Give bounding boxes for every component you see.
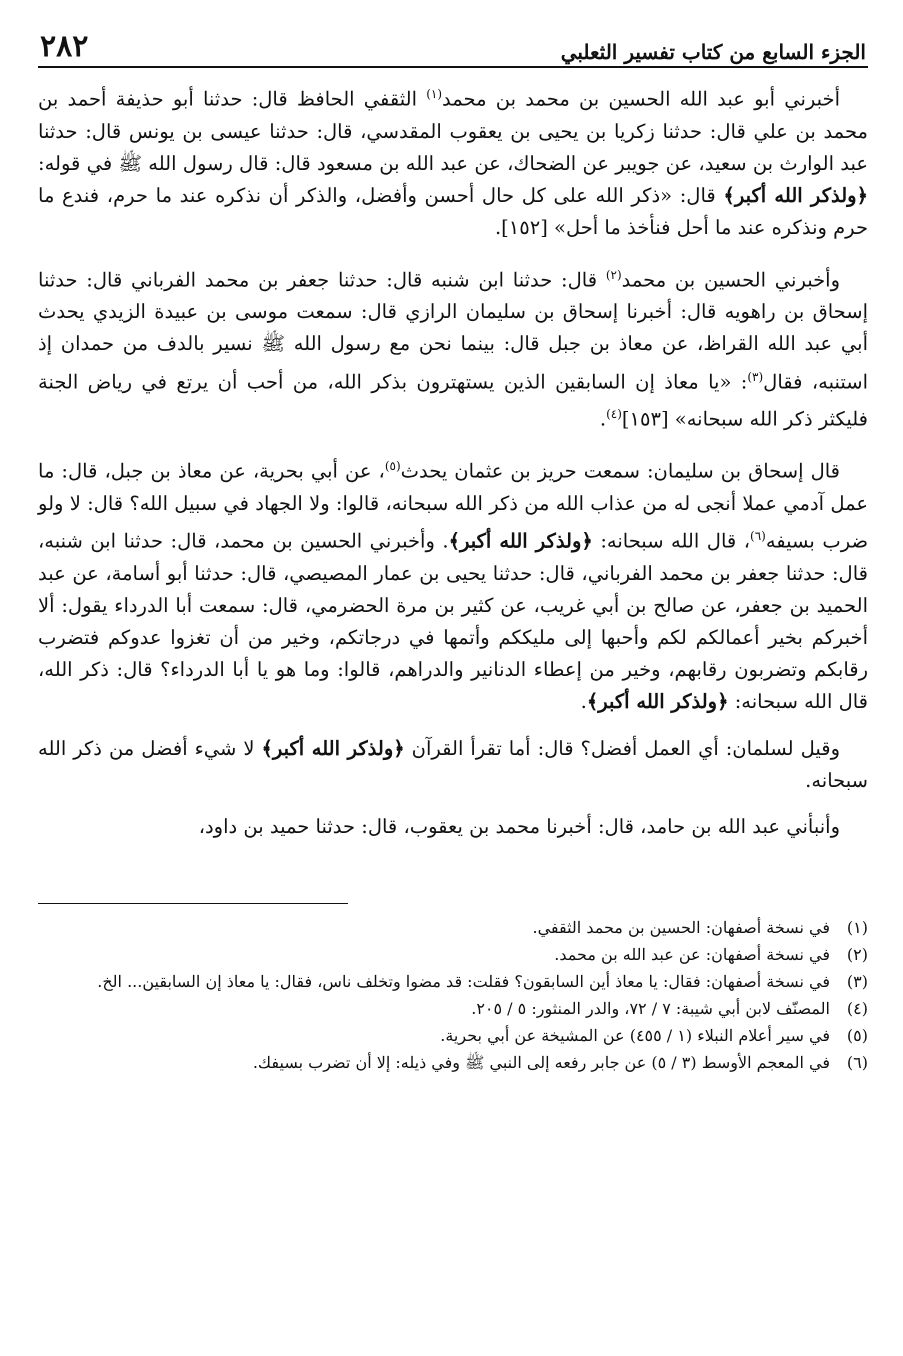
text-segment: وأخبرني الحسين بن محمد	[621, 268, 840, 292]
footnote-text: المصنّف لابن أبي شيبة: ٧ / ٧٢، والدر المنثور: ٥ / ٢٠٥.	[471, 999, 830, 1019]
text-segment: قال: «ذكر الله على كل حال أحسن وأفضل، والذكر أن نذكره عند ما حرم، فندع ما حرم ونذكره عند ما أحل فنأخذ ما أحل» [١٥٢].	[38, 184, 868, 240]
footnote-text: في سير أعلام النبلاء (١ / ٤٥٥) عن المشيخة عن أبي بحرية.	[440, 1026, 830, 1046]
quran-quote: ﴿ولذكر الله أكبر﴾	[723, 184, 868, 208]
text-segment: قال إسحاق بن سليمان: سمعت حريز بن عثمان يحدث	[400, 459, 840, 483]
footnote-text: في نسخة أصفهان: عن عبد الله بن محمد.	[554, 945, 830, 965]
paragraph	[38, 259, 868, 437]
text-segment: . وأخبرني الحسين بن محمد، قال: حدثنا ابن شنبه، قال: حدثنا جعفر بن محمد الفرباني، قال: حدثنا يحيى بن عمار المصيصي، قال: حدثنا أبو أسامة، عن عبد الحميد بن جعفر، عن صالح بن أبي غريب، عن كثير بن مرة الحضرمي، قال: سمعت أبا الدرداء يقول: ألا أخبركم بخير أعمالكم لكم وأحبها إلى مليككم وأتمها في درجاتكم، وخير من أن تغزوا عدوكم فتضرب رقابكم وتضربون رقابهم، وخير من إعطاء الدنانير والدراهم، قالوا: وما هو يا أبا الدرداء؟ قال: ذكر الله، قال الله سبحانه:	[38, 529, 868, 714]
footnote-ref: (٥)	[384, 459, 401, 474]
footnote	[38, 941, 868, 968]
footnote-ref: (٤)	[606, 407, 622, 422]
footnote	[38, 995, 868, 1022]
footnote-text: في نسخة أصفهان: الحسين بن محمد الثقفي.	[532, 918, 830, 938]
footnote-mark: (٥)	[846, 1026, 868, 1046]
quran-quote: ﴿ولذكر الله أكبر﴾	[586, 690, 729, 714]
footnote-mark: (٣)	[846, 972, 868, 992]
text-segment: أخبرني أبو عبد الله الحسين بن محمد بن محمد	[442, 87, 840, 111]
text-segment: وأنبأني عبد الله بن حامد، قال: أخبرنا محمد بن يعقوب، قال: حدثنا حميد بن داود،	[198, 815, 840, 839]
paragraph	[38, 733, 868, 797]
footnote-separator	[38, 903, 348, 904]
text-segment: : «يا معاذ إن السابقين الذين يستهترون بذكر الله، من أحب أن يرتع في رياض الجنة فليكثر ذكر الله سبحانه» [١٥٣]	[38, 370, 868, 431]
footnote	[38, 914, 868, 941]
paragraph	[38, 450, 868, 719]
paragraph	[38, 78, 868, 245]
footnote-mark: (١)	[846, 918, 868, 938]
footnote	[38, 1022, 868, 1049]
quran-quote: ﴿ولذكر الله أكبر﴾	[448, 529, 593, 553]
footnote-ref: (١)	[426, 87, 443, 101]
footnotes	[38, 914, 868, 1076]
footnote-ref: (٦)	[750, 528, 766, 543]
text-segment: ، عن أبي بحرية، عن معاذ بن جبل، قال: ما عمل آدمي عملا أنجى له من عذاب الله من ذكر الله سبحانه، قالوا: ولا الجهاد في سبيل الله؟ قال: لا ولو ضرب بسيفه	[38, 459, 869, 553]
text-segment: وقيل لسلمان: أي العمل أفضل؟ قال: أما تقرأ القرآن	[404, 736, 840, 760]
footnote-ref: (٣)	[747, 369, 764, 384]
text-segment: الثقفي الحافظ قال: حدثنا أبو حذيفة أحمد بن محمد بن علي قال: حدثنا زكريا بن يحيى بن يعقوب المقدسي، قال: حدثنا عيسى بن يونس قال: حدثنا عبد الوارث بن سعيد، عن جويبر عن الضحاك، عن عبد الله بن مسعود قال: قال رسول الله ﷺ في قوله:	[38, 87, 868, 175]
footnote	[38, 968, 868, 995]
text-segment: .	[580, 690, 587, 714]
footnote-text: في نسخة أصفهان: فقال: يا معاذ أين السابقون؟ فقلت: قد مضوا وتخلف ناس، فقال: يا معاذ إن السابقين... الخ.	[97, 972, 830, 992]
quran-quote: ﴿ولذكر الله أكبر﴾	[261, 736, 405, 760]
page-header	[38, 22, 868, 68]
page-number: ٢٨٢	[40, 29, 89, 64]
paragraph	[38, 811, 868, 843]
footnote-ref: (٢)	[605, 267, 622, 282]
footnote-text: في المعجم الأوسط (٣ / ٥) عن جابر رفعه إلى النبي ﷺ وفي ذيله: إلا أن تضرب بسيفك.	[252, 1053, 830, 1073]
book-page	[38, 22, 868, 1076]
text-segment: ، قال الله سبحانه:	[592, 529, 750, 553]
running-title: الجزء السابع من كتاب تفسير الثعلبي	[560, 40, 866, 64]
text-segment: لا شيء أفضل من ذكر الله سبحانه.	[38, 736, 868, 792]
footnote-mark: (٤)	[846, 999, 868, 1019]
text-segment: .	[599, 407, 607, 431]
footnote-mark: (٢)	[846, 945, 868, 965]
footnote-mark: (٦)	[846, 1053, 868, 1073]
text-segment: قال: حدثنا ابن شنبه قال: حدثنا جعفر بن محمد الفرباني قال: حدثنا إسحاق بن راهويه قال: أخبرنا إسحاق بن سليمان الرازي قال: سمعت موسى بن عبيدة الزيدي يحدث أبي عبد الله القراظ، عن معاذ بن جبل قال: بينما نحن مع رسول الله ﷺ نسير بالدف من حمدان إذ استنبه، فقال	[38, 268, 868, 394]
footnote	[38, 1049, 868, 1076]
main-text	[38, 78, 868, 843]
